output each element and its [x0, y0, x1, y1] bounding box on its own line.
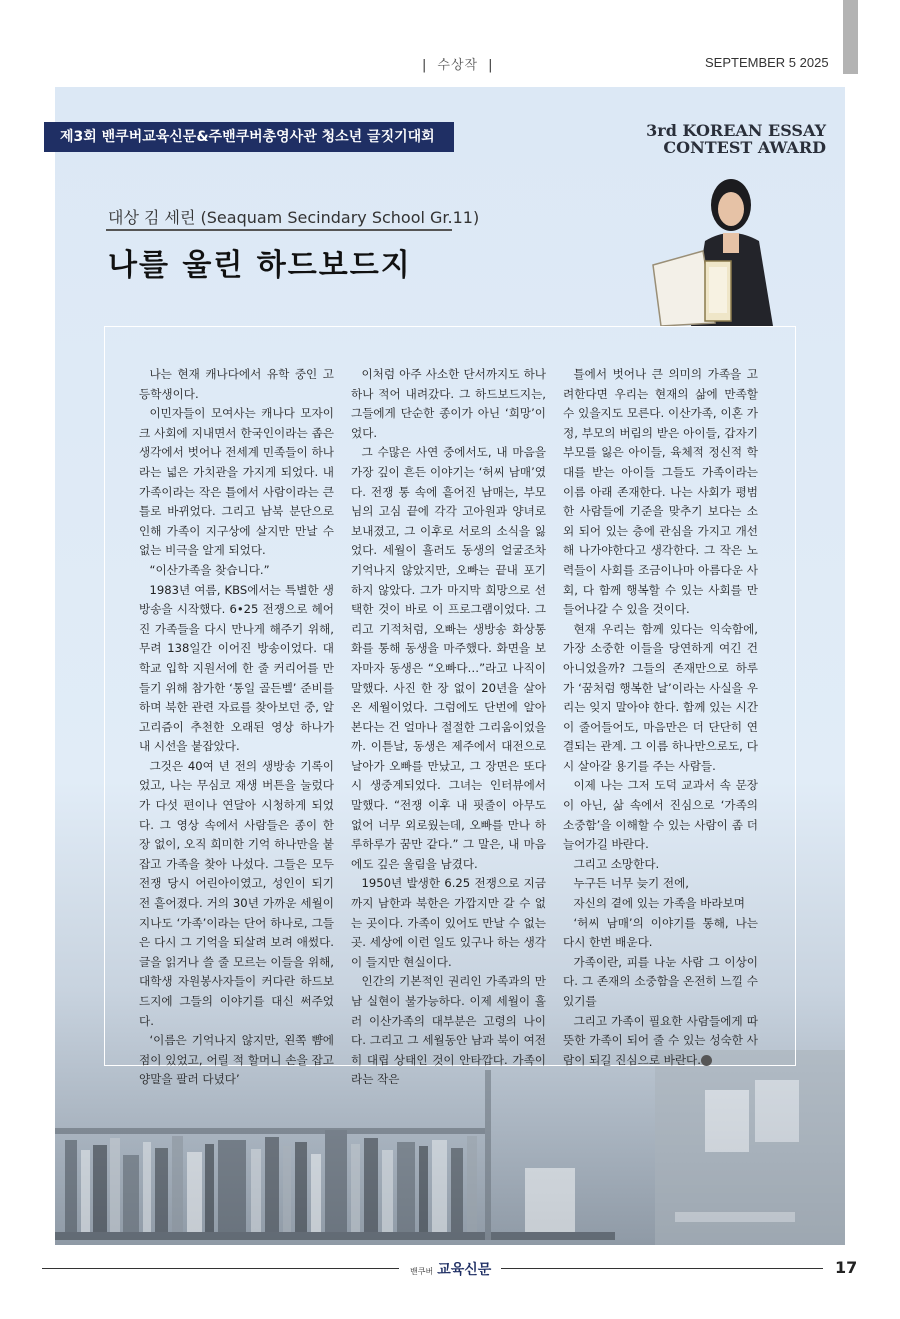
author-byline: 대상 김 세린 (Seaquam Secindary School Gr.11): [108, 208, 480, 227]
paragraph-text: 그리고 가족이 필요한 사람들에게 따뜻한 가족이 되어 줄 수 있는 성숙한 사람이 되길 진심으로 바란다.: [563, 1013, 758, 1067]
end-mark-icon: [701, 1055, 712, 1066]
article-title: 나를 울린 하드보드지: [108, 248, 412, 283]
byline-rule: [106, 229, 452, 231]
contest-award-line2: CONTEST AWARD: [663, 138, 826, 157]
footer-rule-left: [42, 1268, 399, 1269]
contest-award-line1: 3rd KOREAN ESSAY: [646, 121, 826, 140]
paragraph: 인간의 기본적인 권리인 가족과의 만남 실현이 불가능하다. 이제 세월이 흘러 이산가족의 대부분은 고령의 나이다. 그리고 그 세월동안 남과 북이 여전히 대립 상태인 것이 안타깝다. 가족이라는 작은: [351, 974, 546, 1087]
paragraph: [563, 1012, 758, 1071]
paragraph: ‘이름은 기억나지 않지만, 왼쪽 뺨에 점이 있었고, 어릴 적 할머니 손을 잡고 양말을 팔러 다녔다’: [139, 1033, 334, 1087]
paragraph: 현재 우리는 함께 있다는 익숙함에, 가장 소중한 이들을 당연하게 여긴 건 아니었을까? 그들의 존재만으로 하루가 ‘꿈처럼 행복한 날’이라는 사실을 우리는 잊지 말아야 한다. 함께 있는 시간이 줄어들어도, 마음만은 더 단단히 연결되는 관계. 그 이름 하나만으로도, 다시 살아갈 용기를 주는 사람들.: [563, 621, 758, 773]
paragraph: 이처럼 아주 사소한 단서까지도 하나하나 적어 내려갔다. 그 하드보드지는, 그들에게 단순한 종이가 아닌 ‘희망’이었다.: [351, 367, 546, 440]
newspaper-logo: [410, 1259, 491, 1279]
article-column-3: [563, 365, 758, 1067]
section-label: | 수상작 |: [422, 58, 494, 73]
issue-date: SEPTEMBER 5 2025: [705, 55, 829, 70]
paragraph: 누구든 너무 늦기 전에,: [573, 876, 689, 891]
article-column-2: [351, 365, 546, 1087]
contest-award-title: [626, 122, 826, 156]
paragraph: 1983년 여름, KBS에서는 특별한 생방송을 시작했다. 6•25 전쟁으로 헤어진 가족들을 다시 만나게 해주기 위해, 무려 138일간 이어진 방송이었다. 대학교 입학 지원서에 한 줄 커리어를 만들기 위해 참가한 ‘통일 골든벨’ 준비를 하며 북한 관련 자료를 찾아보던 중, 알고리즘이 추천한 오래된 영상 하나가 내 시선을 붙잡았다.: [139, 582, 334, 754]
award-winner-photo: [643, 173, 793, 326]
paragraph: 나는 현재 캐나다에서 유학 중인 고등학생이다.: [139, 367, 334, 401]
footer-rule-right: [501, 1268, 823, 1269]
paragraph: 자신의 곁에 있는 가족을 바라보며: [573, 896, 745, 911]
paragraph: “이산가족을 찾습니다.”: [149, 562, 270, 577]
logo-city: 밴쿠버: [410, 1267, 434, 1276]
paragraph: 틀에서 벗어나 큰 의미의 가족을 고려한다면 우리는 현재의 삶에 만족할 수 있을지도 모른다. 이산가족, 이혼 가정, 부모의 버림의 받은 아이들, 갑자기 부모를 잃은 아이들, 육체적 정신적 학대를 받는 아이들 그들도 가족이라는 이름 아래 존재한다. 나는 사회가 평범한 사람들에 기준을 맞추기 보다는 소외 되어 있는 층에 관심을 가지고 개선해 나가야한다고 생각한다. 그 작은 노력들이 사회를 조금이나마 아름다운 사회, 다 함께 행복할 수 있는 사회를 만들어나갈 수 있을 것이다.: [563, 367, 758, 617]
paragraph: 그것은 40여 년 전의 생방송 기록이었고, 나는 무심코 재생 버튼을 눌렀다가 다섯 편이나 연달아 시청하게 되었다. 그 영상 속에서 사람들은 종이 한 장 없이, 오직 희미한 기억 하나만을 붙잡고 가족을 찾아 나섰다. 그들은 모두 전쟁 당시 어린아이였고, 성인이 되기 전 흩어졌다. 거의 30년 가까운 세월이 지나도 ‘가족’이라는 단어 하나로, 그들은 다시 그 기억을 되살려 보려 애썼다. 글을 읽거나 쓸 줄 모르는 이들을 위해, 대학생 자원봉사자들이 커다란 하드보드지에 그들의 이야기를 대신 써주었다.: [139, 758, 334, 1028]
paragraph: 그리고 소망한다.: [573, 856, 660, 871]
paragraph: 가족이란, 피를 나눈 사람 그 이상이다. 그 존재의 소중함을 온전히 느낄 수 있기를: [563, 954, 758, 1008]
paragraph: ‘허씨 남매’의 이야기를 통해, 나는 다시 한번 배운다.: [563, 915, 758, 950]
page-number: 17: [835, 1258, 858, 1277]
logo-name: 교육신문: [437, 1262, 492, 1278]
article-body: [139, 365, 759, 1087]
paragraph: 이민자들이 모여사는 캐나다 모자이크 사회에 지내면서 한국인이라는 좁은 생각에서 벗어나 전세계 민족들이 하나라는 넓은 가치관을 가지게 되었다. 내 가족이라는 작은 틀에서 사람이라는 큰 틀로 바뀌었다. 그리고 남북 분단으로 인해 가족이 지구상에 살지만 만날 수 없는 비극을 알게 되었다.: [139, 406, 334, 558]
paragraph: 그 수많은 사연 중에서도, 내 마음을 가장 깊이 흔든 이야기는 ‘허씨 남매’였다. 전쟁 통 속에 흩어진 남매는, 부모님의 고심 끝에 각각 고아원과 양녀로 보내졌고, 그 이후로 서로의 소식을 잃었다. 세월이 흘러도 동생의 얼굴조차 기억나지 않았지만, 오빠는 끝내 포기하지 않았다. 그가 마지막 희망으로 선택한 것이 바로 이 프로그램이었다. 그리고 기적처럼, 오빠는 생방송 화상통화를 통해 동생을 마주했다. 화면을 보자마자 동생은 “오빠다…”라고 나직이 말했다. 사진 한 장 없이 20년을 살아온 세월이었다. 그럼에도 단번에 알아본다는 건 얼마나 절절한 그리움이었을까. 이튿날, 동생은 제주에서 대전으로 날아가 오빠를 만났고, 그 장면은 또다시 생중계되었다. 그녀는 인터뷰에서 말했다. “전쟁 이후 내 핏줄이 아무도 없어 너무 외로웠는데, 오빠를 만나 하루하루가 꿈만 같다.” 그 말은, 내 마음에도 깊은 울림을 남겼다.: [351, 445, 546, 871]
paragraph: 이제 나는 그저 도덕 교과서 속 문장이 아닌, 삶 속에서 진심으로 ‘가족의 소중함’을 이해할 수 있는 사람이 좀 더 늘어가길 바란다.: [563, 778, 758, 852]
article-column-1: [139, 365, 334, 1087]
paragraph: 1950년 발생한 6.25 전쟁으로 지금까지 남한과 북한은 가깝지만 갈 수 없는 곳이다. 가족이 있어도 만날 수 없는 곳. 세상에 이런 일도 있구나 하는 생각이 들지만 현실이다.: [351, 876, 546, 969]
contest-banner: 제3회 밴쿠버교육신문&주밴쿠버총영사관 청소년 글짓기대회: [44, 122, 454, 152]
page-edge-tab: [843, 0, 858, 74]
